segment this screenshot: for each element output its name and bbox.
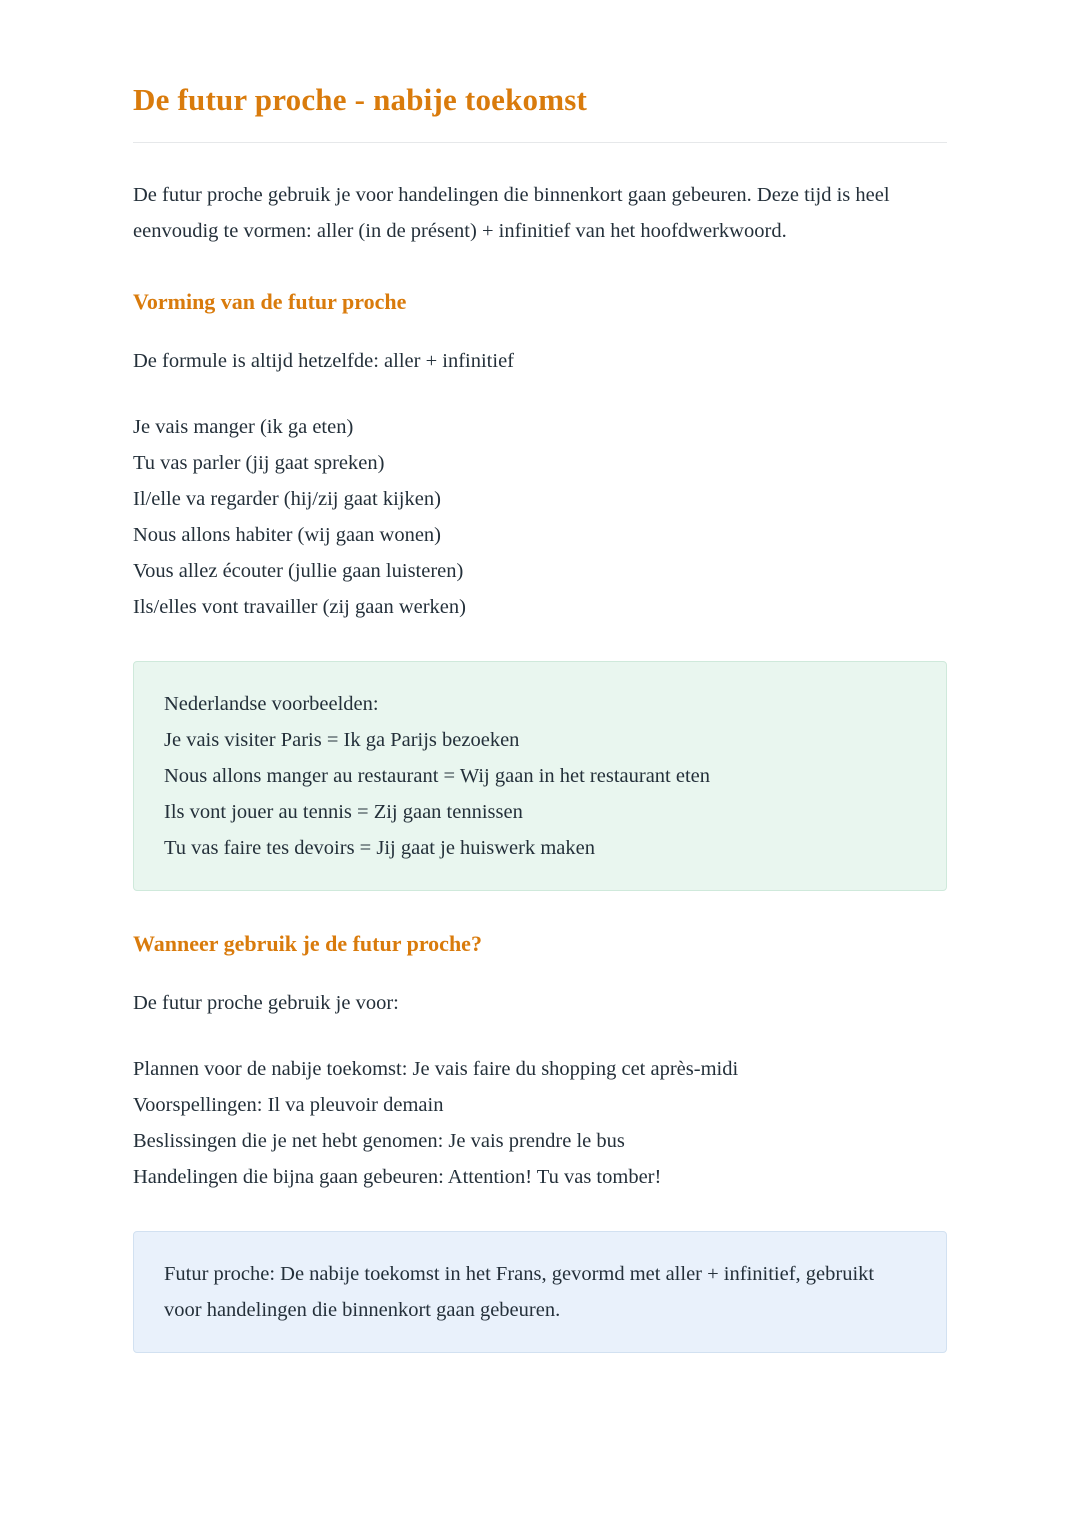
examples-box [133,661,947,891]
example-line: Je vais visiter Paris = Ik ga Parijs bezoeken [164,729,520,751]
usage-line: Handelingen die bijna gaan gebeuren: Attention! Tu vas tomber! [133,1166,662,1188]
section-heading-forming: Vorming van de futur proche [133,289,407,314]
example-line: Ils vont jouer au tennis = Zij gaan tennissen [164,801,523,823]
usage-lead-paragraph: De futur proche gebruik je voor: [133,992,399,1014]
conjugation-line: Tu vas parler (jij gaat spreken) [133,452,385,474]
conjugation-line: Il/elle va regarder (hij/zij gaat kijken) [133,488,441,510]
conjugation-line: Je vais manger (ik ga eten) [133,416,354,438]
usage-list [133,1051,947,1195]
example-line: Tu vas faire tes devoirs = Jij gaat je huiswerk maken [164,837,595,859]
summary-box [133,1231,947,1353]
usage-line: Plannen voor de nabije toekomst: Je vais faire du shopping cet après-midi [133,1058,739,1080]
usage-line: Voorspellingen: Il va pleuvoir demain [133,1094,444,1116]
example-line: Nous allons manger au restaurant = Wij gaan in het restaurant eten [164,765,711,787]
examples-box-title: Nederlandse voorbeelden: [164,693,379,715]
formula-paragraph: De formule is altijd hetzelfde: aller + infinitief [133,350,514,372]
summary-text: Futur proche: De nabije toekomst in het Frans, gevormd met aller + infinitief, gebruikt voor handelingen die binnenkort gaan gebeuren. [164,1263,875,1321]
section-heading-usage: Wanneer gebruik je de futur proche? [133,931,482,956]
page-title: De futur proche - nabije toekomst [133,82,947,143]
intro-paragraph: De futur proche gebruik je voor handelingen die binnenkort gaan gebeuren. Deze tijd is heel eenvoudig te vormen: aller (in de présent) + infinitief van het hoofdwerkwoord. [133,184,890,242]
conjugation-line: Vous allez écouter (jullie gaan luisteren) [133,560,464,582]
conjugation-line: Ils/elles vont travailler (zij gaan werken) [133,596,466,618]
usage-line: Beslissingen die je net hebt genomen: Je vais prendre le bus [133,1130,625,1152]
conjugation-list [133,409,947,625]
conjugation-line: Nous allons habiter (wij gaan wonen) [133,524,441,546]
